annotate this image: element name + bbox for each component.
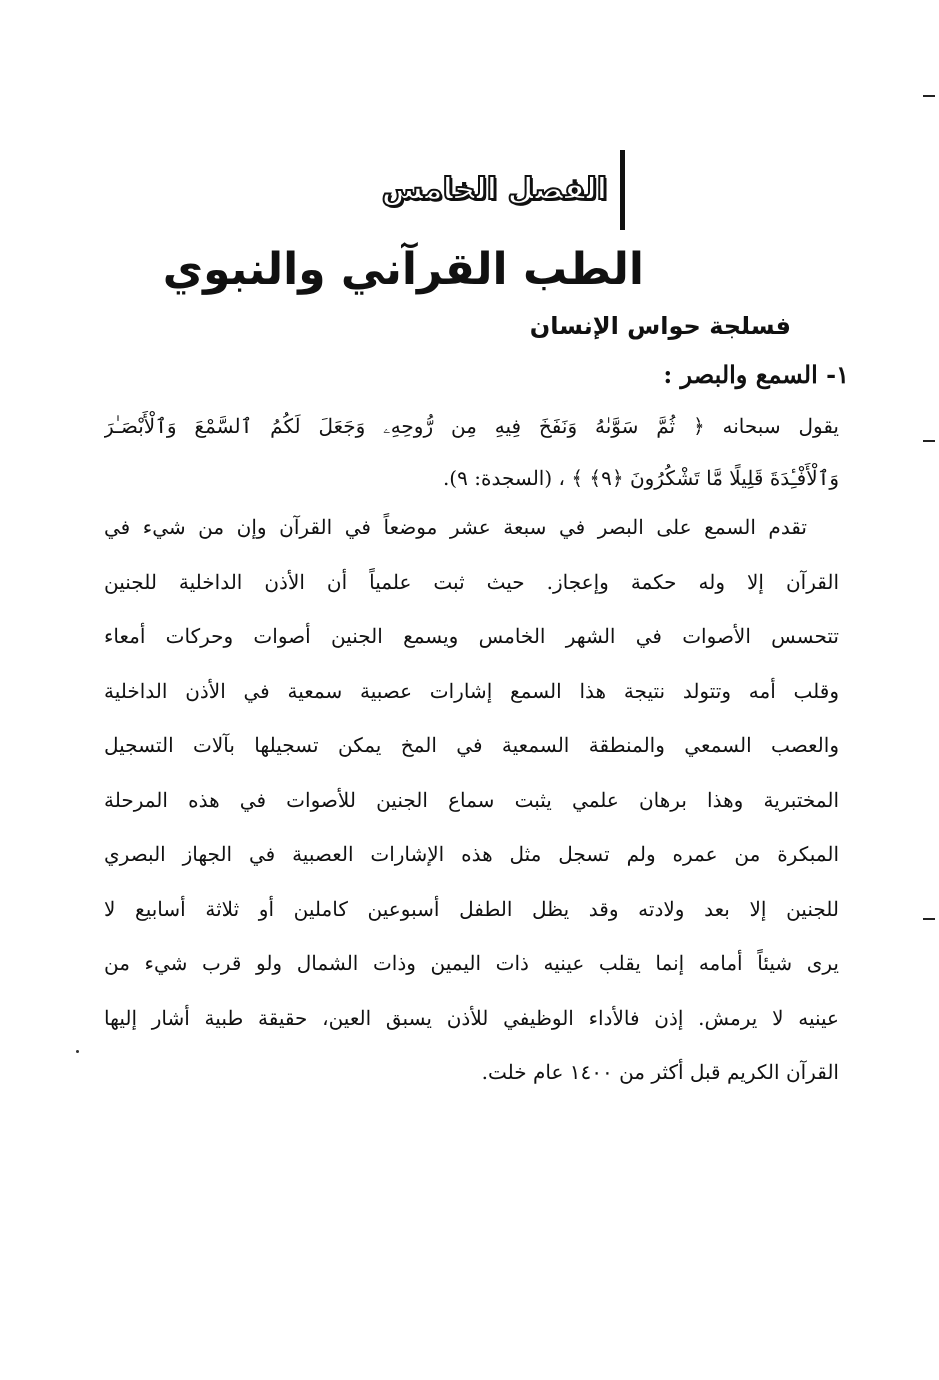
paragraph-line: المبكرة من عمره ولم تسجل مثل هذه الإشارات العصبية في الجهاز البصري <box>104 842 839 866</box>
scan-mark <box>923 918 935 920</box>
quran-line: وَٱلْأَفْـِٔدَةَ قَلِيلًا مَّا تَشْكُرُونَ ﴿٩﴾ ﴾ ، (السجدة: ٩). <box>442 466 839 490</box>
paragraph-line: تقدم السمع على البصر في سبعة عشر موضعاً في القرآن وإن من شيء في <box>104 515 807 539</box>
paragraph-line: القرآن إلا وله حكمة وإعجاز. حيث ثبت علمياً أن الأذن الداخلية للجنين <box>104 569 839 594</box>
subsection-title: ١- السمع والبصر : <box>663 360 849 389</box>
chapter-vertical-rule <box>620 150 625 230</box>
chapter-label: الفصل الخامس <box>381 172 607 207</box>
scan-mark <box>923 440 935 442</box>
scan-mark <box>923 95 935 97</box>
paragraph-line: القرآن الكريم قبل أكثر من ١٤٠٠ عام خلت. <box>481 1060 839 1084</box>
main-title: الطب القرآني والنبوي <box>162 244 644 295</box>
quran-line: يقول سبحانه ﴿ ثُمَّ سَوَّىٰهُ وَنَفَخَ فِيهِ مِن رُّوحِهِۦ وَجَعَلَ لَكُمُ ٱلسَّمْعَ وَٱلْأَبْصَـٰرَ <box>104 414 839 438</box>
paragraph-line: يرى شيئاً أمامه إنما يقلب عينيه ذات اليمين وذات الشمال ولو قرب شيء من <box>104 951 839 975</box>
paragraph-line: وقلب أمه وتتولد نتيجة هذا السمع إشارات عصبية سمعية في الأذن الداخلية <box>104 678 839 703</box>
paragraph-line: للجنين إلا بعد ولادته وقد يظل الطفل أسبوعين كاملين أو ثلاثة أسابيع لا <box>104 896 839 921</box>
body-paragraph <box>104 500 839 1100</box>
paragraph-line: والعصب السمعي والمنطقة السمعية في المخ يمكن تسجيلها بآلات التسجيل <box>104 733 839 757</box>
chapter-header <box>345 150 625 230</box>
quran-quote <box>104 400 839 504</box>
paragraph-line: المختبرية وهذا برهان علمي يثبت سماع الجنين للأصوات في هذه المرحلة <box>104 787 839 812</box>
section-title: فسلجة حواس الإنسان <box>529 312 791 340</box>
paragraph-line: تتحسس الأصوات في الشهر الخامس ويسمع الجنين أصوات وحركات أمعاء <box>104 624 839 648</box>
paragraph-line: عينيه لا يرمش. إذن فالأداء الوظيفي للأذن يسبق العين، حقيقة طبية أشار إليها <box>104 1005 839 1030</box>
scan-dot <box>76 1050 79 1053</box>
